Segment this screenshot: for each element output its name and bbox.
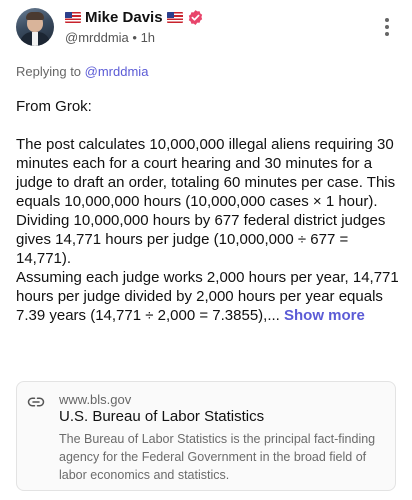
link-title[interactable]: U.S. Bureau of Labor Statistics	[59, 408, 265, 425]
post-body	[16, 97, 400, 325]
link-preview-card[interactable]	[16, 381, 396, 491]
link-icon	[27, 393, 45, 411]
us-flag-icon	[167, 12, 183, 23]
more-options-icon[interactable]	[380, 16, 394, 38]
meta-separator: •	[132, 30, 137, 45]
author-name[interactable]: Mike Davis	[85, 8, 163, 26]
post-time[interactable]: 1h	[140, 30, 156, 45]
replying-to	[16, 64, 148, 79]
show-more-link[interactable]: Show more	[284, 307, 365, 324]
link-domain: www.bls.gov	[59, 392, 132, 407]
post-text: The post calculates 10,000,000 illegal aliens requiring 30 minutes each for a court hearing and 30 minutes for a judge to draft an order, totaling 60 minutes per case. This equals 10,000,000 hours (10,000,000 cases × 1 hour). Dividing 10,000,000 hours by 677 federal district judges gives 14,771 hours per judge (10,000,000 ÷ 677 = 14,771). Assuming each judge works 2,000 hours per year, 14,771 hours per judge divided by 2,000 hours per year equals 7.39 years (14,771 ÷ 2,000 = 7.3855),...	[16, 136, 399, 324]
author-handle[interactable]: @mrddmia	[65, 30, 129, 45]
post-intro: From Grok:	[16, 98, 92, 115]
verified-badge-icon	[187, 9, 204, 26]
us-flag-icon	[65, 12, 81, 23]
reply-handle-link[interactable]: @mrddmia	[84, 64, 149, 79]
replying-prefix: Replying to	[16, 64, 85, 79]
link-description: The Bureau of Labor Statistics is the principal fact-finding agency for the Federal Government in the broad field of labor economics and statistics.	[59, 432, 376, 482]
author-name-row[interactable]	[65, 7, 204, 27]
author-meta	[65, 30, 155, 45]
author-avatar[interactable]	[16, 8, 54, 46]
